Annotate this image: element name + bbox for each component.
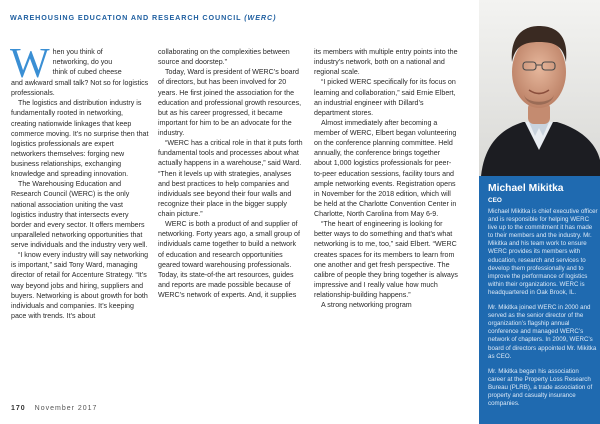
bio-paragraph: Mr. Mikitka joined WERC in 2000 and served as the senior director of the organization’s flagship annual conference and managed WERC’s network of chapters. In 2009, WERC’s board of directors appointed Mr. Mikitka as CEO.: [488, 304, 597, 360]
drop-cap: W: [10, 41, 50, 87]
body-paragraph: Almost immediately after becoming a member of WERC, Elbert began volunteering on the conference planning committee. Held annually, the conference brings together about 1,000 logistics professionals for peer-to-peer education sessions, facility tours and ample networking events. Registration opens in November for the 2018 edition, which will be held at the Charlotte Convention Center in Charlotte, North Carolina from May 6-9.: [314, 118, 457, 218]
article-column-3: [314, 47, 459, 310]
profile-title: CEO: [488, 197, 502, 204]
header-title: WAREHOUSING EDUCATION AND RESEARCH COUNCIL: [10, 13, 242, 22]
page-number: 170: [11, 405, 26, 412]
article-column-2: [158, 47, 303, 300]
body-paragraph: The Warehousing Education and Research Council (WERC) is the only national association uniting the vast logistics industry that intersects every border and every sector. It offers members unparalleled networking opportunities that serve individuals and the industry very well.: [11, 180, 148, 249]
body-paragraph: WERC is both a product of and supplier of networking. Forty years ago, a small group of individuals came together to build a network of education and research opportunities geared toward warehousing professionals. Today, its state-of-the art resources, guides and reports are made possible because of WERC’s network of experts. And, it supplies: [158, 220, 300, 299]
body-paragraph: “WERC has a critical role in that it puts forth fundamental tools and processes about what actually happens in a warehouse,” said Ward. “Then it levels up with strategies, analyses and best practices to help companies and individuals see beyond their four walls and recognize their place in the bigger supply chain picture.”: [158, 139, 303, 218]
body-paragraph: collaborating on the complexities between source and doorstep.”: [158, 48, 290, 67]
opening-paragraph: [10, 41, 149, 98]
bio-paragraph: Michael Mikitka is chief executive officer and is responsible for helping WERC live up to the commitment it has made to their members and the industry. Mr. Mikitka and his team work to ensure WERC provides its members with education, research and services to develop them professionally and to improve the performance of logistics within their organizations. WERC is headquartered in Oak Brook, IL.: [488, 208, 598, 296]
profile-bio: [488, 208, 598, 415]
opening-line: think of cubed cheese: [52, 68, 122, 77]
section-header: [10, 13, 276, 22]
article-column-1: [10, 41, 149, 321]
bio-paragraph: Mr. Mikitka began his association career at the Property Loss Research Bureau (PLRB), a trade association of property and casualty insurance companies.: [488, 367, 593, 408]
opening-line: hen you think of: [52, 48, 103, 56]
body-paragraph: The logistics and distribution industry is fundamentally rooted in networking, creating nationwide linkages that keep commerce moving. It’s no surprise then that logistics professionals are expert networkers themselves: forging new business relationships, exchanging knowledge and spreading innovation.: [11, 99, 149, 179]
opening-line: networking, do you: [52, 58, 113, 67]
profile-sidebar: [479, 0, 600, 424]
page-footer: [11, 405, 97, 412]
profile-photo: [479, 0, 600, 176]
header-abbr: (WERC): [244, 13, 277, 22]
body-paragraph: “I picked WERC specifically for its focus on learning and collaboration,” said Ernie Elbert, an industrial engineer with Dillard’s department stores.: [314, 78, 456, 117]
body-paragraph: “The heart of engineering is looking for better ways to do something and that’s what networking is to me, too,” said Elbert. “WERC creates spaces for its members to learn from one another and get fresh perspective. The calibre of people they bring together is always impressive and I really value how much relationship-building happens.”: [314, 220, 458, 299]
profile-name: Michael Mikitka: [488, 183, 564, 194]
opening-line: and awkward small talk? Not so for logistics professionals.: [11, 79, 149, 98]
body-paragraph: Today, Ward is president of WERC’s board of directors, but has been involved for 20 years. He first joined the association for the education and professional growth resources, but as his career progressed, it became important for him to be an advocate for the industry.: [158, 68, 302, 137]
issue-date: November 2017: [34, 405, 98, 412]
body-paragraph: its members with multiple entry points into the industry’s network, both on a national and regional scale.: [314, 48, 458, 77]
body-paragraph: A strong networking program: [321, 301, 412, 310]
body-paragraph: “I know every industry will say networking is important,” said Tony Ward, managing director of retail for Accenture Strategy. “It’s way beyond jobs and hiring, suppliers and buyers. Networking is about growth for both individuals and companies. It’s keeping pace with trends. It’s about: [11, 251, 149, 320]
